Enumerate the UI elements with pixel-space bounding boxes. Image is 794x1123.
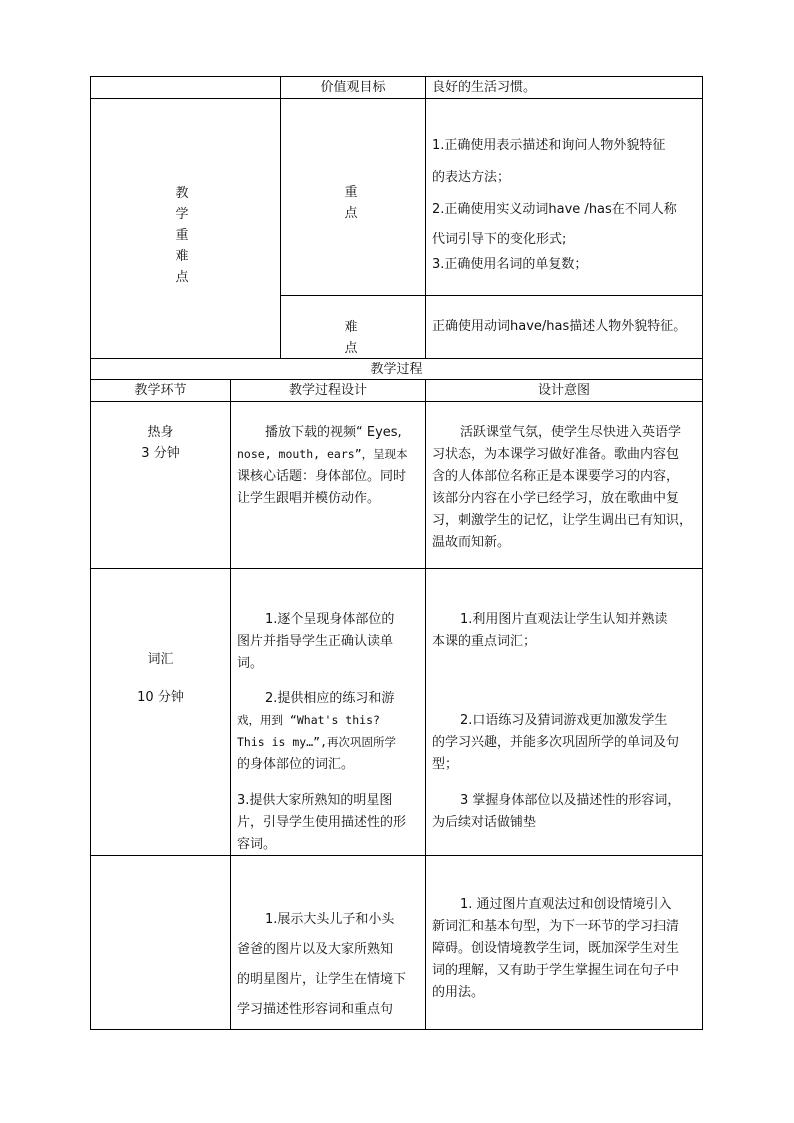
label-char: 点	[175, 270, 189, 285]
purpose-line: 3 掌握身体部位以及描述性的形容词，	[460, 793, 681, 808]
table-row-present-stage	[90, 855, 231, 1030]
column-header-purpose	[425, 379, 703, 402]
label-char: 重	[344, 185, 358, 200]
purpose-line: 习，刺激学生的记忆，让学生调出已有知识，	[432, 513, 693, 528]
key-difficult-vertical-label	[170, 183, 194, 288]
difficult-points-label	[339, 317, 363, 359]
column-header-text: 教学过程设计	[288, 383, 367, 398]
key-point-line: 3.正确使用名词的单复数；	[432, 257, 588, 272]
design-line: 容词。	[237, 837, 277, 852]
table-row-present-design	[230, 855, 426, 1030]
process-title: 教学过程	[370, 362, 423, 377]
label-char: 点	[344, 341, 358, 356]
column-header-stage	[90, 379, 231, 402]
value-goal-label: 价值观目标	[320, 80, 386, 95]
design-line: 戏，用到 “What's this?	[237, 713, 380, 727]
purpose-line: 2.口语练习及猜词游戏更加激发学生	[460, 713, 668, 728]
table-row-vocab-purpose	[425, 568, 703, 856]
purpose-line: 本课的重点词汇；	[432, 634, 537, 649]
design-line: 图片并指导学生正确认读单	[237, 634, 394, 649]
design-line: 让学生跟唱并模仿动作。	[237, 491, 381, 506]
stage-name: 词汇	[147, 652, 174, 667]
design-line: 课核心话题：身体部位。同时	[237, 469, 407, 484]
purpose-line: 含的人体部位名称正是本课要学习的内容，	[432, 469, 680, 484]
label-char: 教	[175, 186, 189, 201]
design-line: 的明星图片，让学生在情境下	[237, 972, 407, 987]
label-char: 重	[175, 228, 189, 243]
key-point-line: 的表达方法；	[432, 170, 511, 185]
purpose-line: 型；	[432, 757, 459, 772]
purpose-line: 词的理解，又有助于学生掌握生词在句子中	[432, 963, 680, 978]
key-points-label	[339, 182, 363, 224]
key-difficult-left-cell	[90, 98, 281, 359]
header-empty-cell	[90, 76, 281, 99]
label-char: 学	[175, 207, 189, 222]
design-line: 2.提供相应的练习和游	[265, 691, 395, 706]
stage-time: 3 分钟	[141, 446, 180, 461]
table-row-vocab-stage	[90, 568, 231, 856]
design-line: 词。	[237, 656, 264, 671]
purpose-line: 1.利用图片直观法让学生认知并熟读	[460, 612, 668, 627]
key-point-line: 2.正确使用实义动词have /has在不同人称	[432, 202, 677, 217]
table-row-present-purpose	[425, 855, 703, 1030]
purpose-line: 活跃课堂气氛，使学生尽快进入英语学	[460, 425, 682, 440]
difficult-points-label-cell	[280, 295, 426, 359]
table-row-warmup-stage	[90, 401, 231, 569]
difficult-points-content-cell	[425, 295, 703, 359]
key-points-content-cell	[425, 98, 703, 296]
stage-name: 热身	[147, 425, 174, 440]
design-line: nose, mouth, ears”，呈现本	[237, 447, 408, 461]
purpose-line: 习状态，为本课学习做好准备。歌曲内容包	[432, 447, 680, 462]
design-line: This is my…”,再次巩固所学	[237, 735, 397, 749]
purpose-line: 该部分内容在小学已经学习，放在歌曲中复	[432, 491, 680, 506]
purpose-line: 的学习兴趣，并能多次巩固所学的单词及句	[432, 735, 680, 750]
key-point-line: 代词引导下的变化形式;	[432, 232, 567, 247]
value-goal-text: 良好的生活习惯。	[432, 80, 537, 95]
table-row-vocab-design	[230, 568, 426, 856]
design-line: 1.展示大头儿子和小头	[265, 912, 395, 927]
column-header-text: 教学环节	[134, 383, 187, 398]
label-char: 难	[344, 320, 358, 335]
design-line: 学习描述性形容词和重点句	[237, 1002, 394, 1017]
purpose-line: 为后续对话做铺垫	[432, 815, 537, 830]
design-line: 3.提供大家所熟知的明星图	[237, 793, 393, 808]
purpose-line: 新词汇和基本句型，为下一环节的学习扫清	[432, 919, 680, 934]
column-header-design	[230, 379, 426, 402]
design-line: 片，引导学生使用描述性的形	[237, 815, 407, 830]
design-line: 1.逐个呈现身体部位的	[265, 612, 395, 627]
purpose-line: 温故而知新。	[432, 535, 511, 550]
purpose-line: 的用法。	[432, 985, 485, 1000]
stage-time: 10 分钟	[137, 690, 184, 705]
value-text-cell	[425, 76, 703, 99]
table-row-warmup-design	[230, 401, 426, 569]
label-char: 点	[344, 206, 358, 221]
difficult-point-text: 正确使用动词have/has描述人物外貌特征。	[432, 319, 687, 334]
process-title-cell	[90, 358, 703, 380]
table-row-warmup-purpose	[425, 401, 703, 569]
key-points-label-cell	[280, 98, 426, 296]
design-line: 播放下载的视频“ Eyes,	[265, 425, 402, 440]
design-line: 的身体部位的词汇。	[237, 757, 355, 772]
purpose-line: 1. 通过图片直观法过和创设情境引入	[460, 897, 672, 912]
value-label-cell	[280, 76, 426, 99]
key-point-line: 1.正确使用表示描述和询问人物外貌特征	[432, 138, 666, 153]
design-line: 爸爸的图片以及大家所熟知	[237, 942, 394, 957]
label-char: 难	[175, 249, 189, 264]
purpose-line: 障碍。创设情境教学生词，既加深学生对生	[432, 941, 680, 956]
column-header-text: 设计意图	[537, 383, 590, 398]
